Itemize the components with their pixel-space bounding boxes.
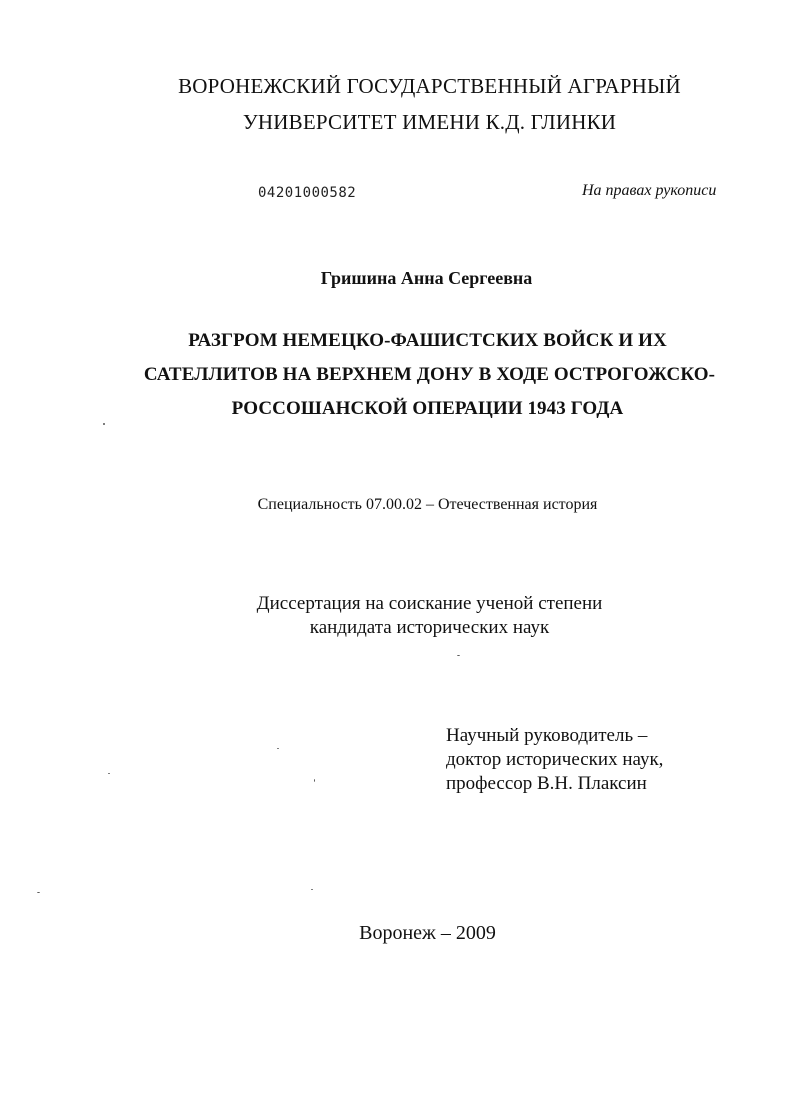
dissertation-title-line-3: РОССОШАНСКОЙ ОПЕРАЦИИ 1943 ГОДА <box>231 398 624 419</box>
supervisor-line-2: доктор исторических наук, <box>446 749 664 770</box>
rights-note: На правах рукописи <box>582 182 717 199</box>
specialty-line: Специальность 07.00.02 – Отечественная история <box>257 496 598 513</box>
degree-line-2: кандидата исторических наук <box>309 617 550 638</box>
scan-speck <box>37 892 40 893</box>
dissertation-title-line-1: РАЗГРОМ НЕМЕЦКО-ФАШИСТСКИХ ВОЙСК И ИХ <box>188 330 667 351</box>
supervisor-line-1: Научный руководитель – <box>446 725 648 746</box>
scan-speck <box>314 779 315 782</box>
university-name-line-2: УНИВЕРСИТЕТ ИМЕНИ К.Д. ГЛИНКИ <box>242 110 617 134</box>
scan-speck <box>457 655 460 656</box>
registration-number: 04201000582 <box>258 185 357 201</box>
supervisor-line-3: профессор В.Н. Плаксин <box>446 773 647 794</box>
scan-speck <box>103 423 105 425</box>
author-name: Гришина Анна Сергеевна <box>320 268 533 288</box>
degree-line-1: Диссертация на соискание ученой степени <box>256 593 603 614</box>
scan-speck <box>108 773 110 774</box>
dissertation-title-line-2: САТЕЛЛИТОВ НА ВЕРХНЕМ ДОНУ В ХОДЕ ОСТРОГОЖСКО- <box>143 364 716 385</box>
scan-speck <box>311 889 313 890</box>
university-name-line-1: ВОРОНЕЖСКИЙ ГОСУДАРСТВЕННЫЙ АГРАРНЫЙ <box>178 74 681 98</box>
scan-speck <box>277 748 279 749</box>
city-year: Воронеж – 2009 <box>359 922 496 944</box>
